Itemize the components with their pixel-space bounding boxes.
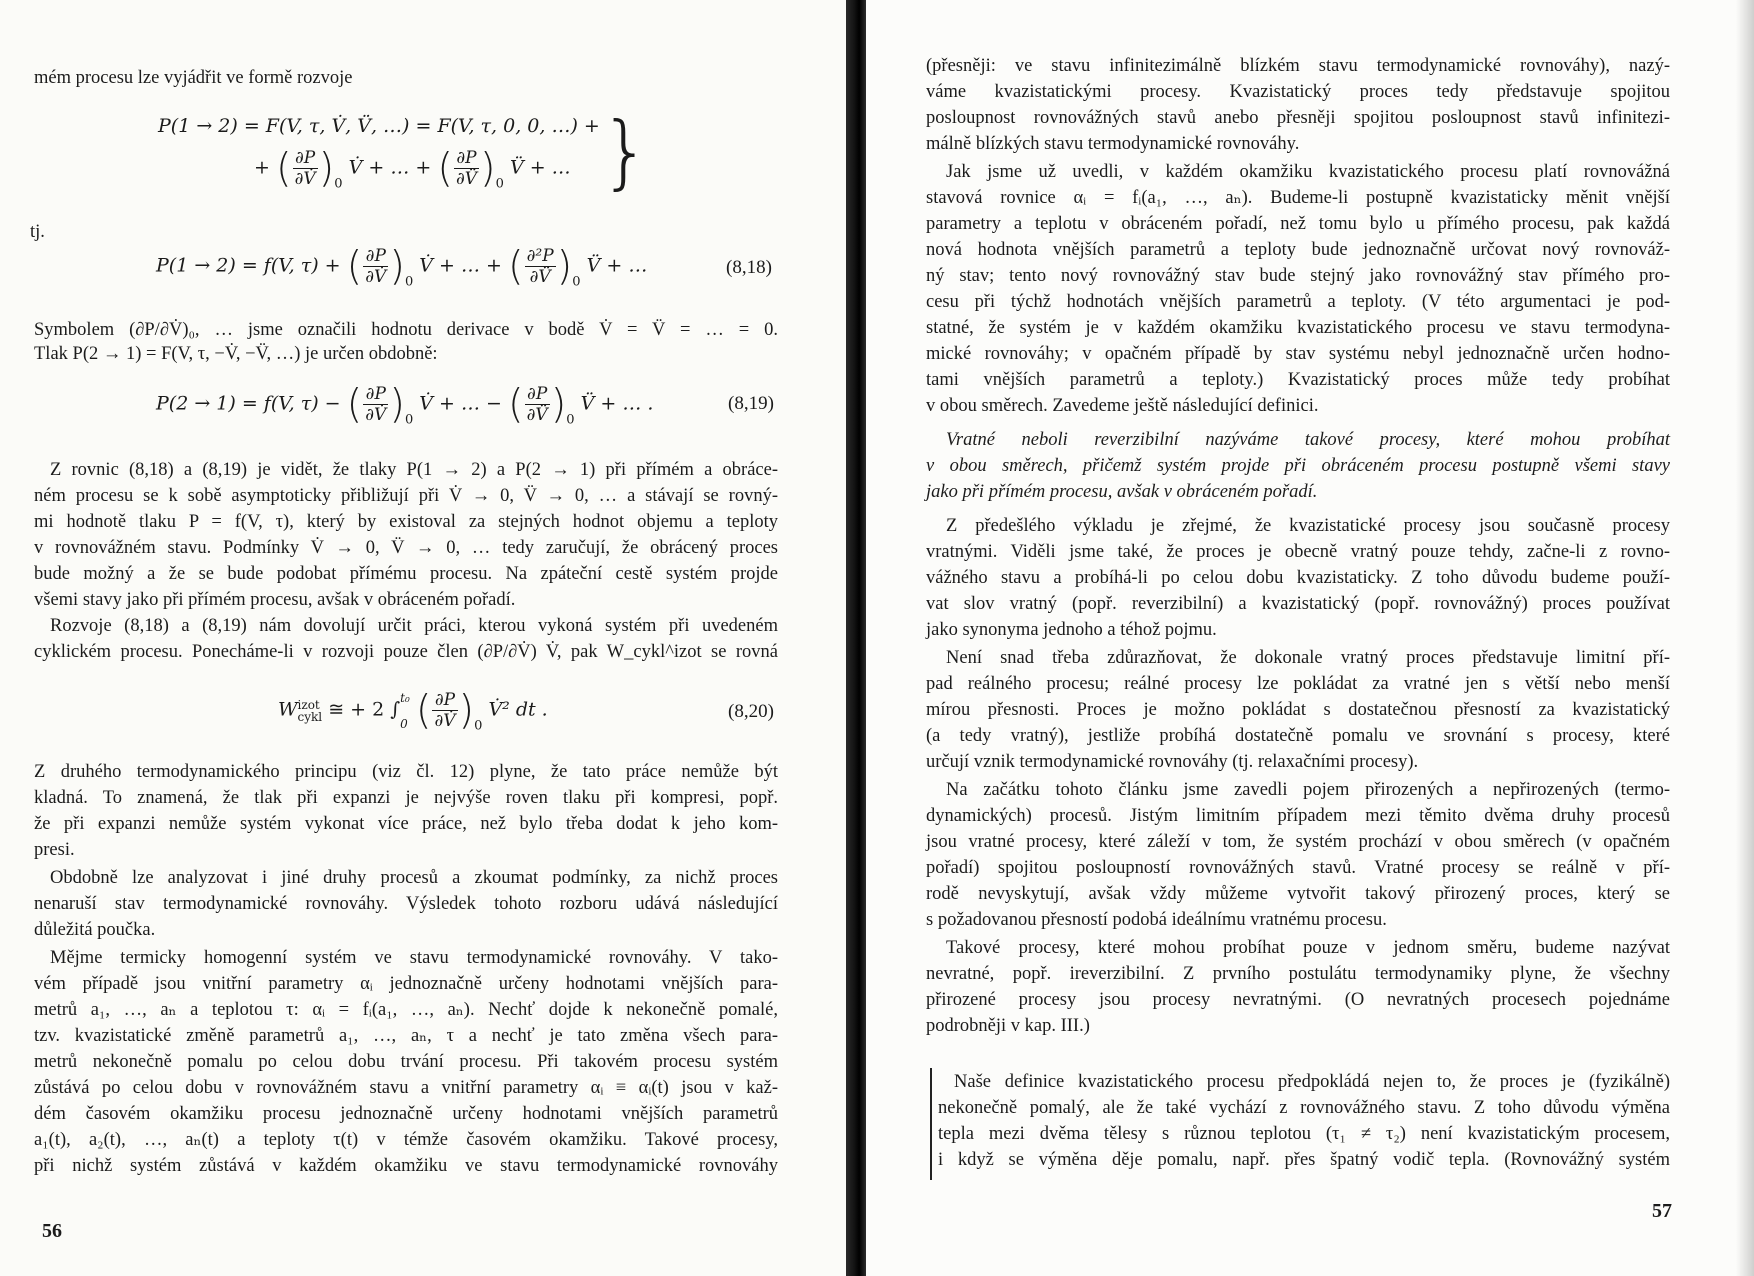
text-line: ném procesu se k sobě asymptoticky přibližují při V̇ → 0, V̈ → 0, … a stávají se rovný- bbox=[34, 486, 778, 506]
text-line: v obou směrech. Zavedeme ještě následující definici. bbox=[926, 396, 1319, 416]
text-line: že při expanzi nemůže systém vykonat více práce, než bylo třeba dodat k jeho kom- bbox=[34, 814, 778, 834]
text-line: jako synonyma jednoho a téhož pojmu. bbox=[926, 620, 1217, 640]
text-line: přirozené procesy jsou procesy nevratnými. (O nevratných procesech pojednáme bbox=[926, 990, 1670, 1010]
text-line: mi hodnotě tlaku P = f(V, τ), který by existoval za stejných hodnot objemu a teploty bbox=[34, 512, 778, 532]
text-line: tami vnějších parametrů a teploty.) Kvazistatický proces může tedy probíhat bbox=[926, 370, 1670, 390]
equation-8-19: P(2 → 1) = f(V, τ) − ( $\frac{\partial P}{\partial V̇}$ )$_0$ V̇ + … − ( $\frac{\partial P}{\partial V̈}$ )$_0$ V̈ + … . bbox=[156, 381, 654, 428]
text-line: nenaruší stav termodynamické rovnováhy. Výsledek tohoto rozboru udává následující bbox=[34, 894, 778, 914]
page-number: 57 bbox=[1652, 1200, 1672, 1222]
text-line: cyklickém procesu. Ponecháme-li v rozvoji pouze člen (∂P/∂V̇) V̇, pak W_cykl^izot se rovná bbox=[34, 642, 778, 662]
text-line: určují vznik termodynamické rovnováhy (tj. relaxačními procesy). bbox=[926, 752, 1419, 772]
text-line: cesu při týchž hodnotách vnějších parametrů a teploty. (V této argumentaci je pod- bbox=[926, 292, 1670, 312]
text-line: pad reálného procesu; reálné procesy lze pokládat za vratné jen s větší nebo menší bbox=[926, 674, 1670, 694]
equation-number: (8,19) bbox=[728, 393, 774, 414]
equation-8-20: W izot cykl ≅ + 2 ∫ t₀ 0 ( $\frac{\partial P}{\partial V̇}$ )$_0$ V̇² dt . bbox=[278, 687, 548, 734]
text-line: (přesněji: ve stavu infinitezimálně blízkém stavu termodynamické rovnováhy), nazý- bbox=[926, 56, 1670, 76]
definition-line: jako při přímém procesu, avšak v obráceném pořadí. bbox=[926, 482, 1318, 502]
text-line: rodě nevyskytují, avšak vždy můžeme vytvořit takový přirozený proces, který se bbox=[926, 884, 1670, 904]
text-line: zůstává po celou dobu v rovnovážném stavu a vnitřní parametry αᵢ ≡ αᵢ(t) jsou v kaž- bbox=[34, 1078, 778, 1098]
text-line: a₁(t), a₂(t), …, aₙ(t) a teploty τ(t) v témže časovém okamžiku. Takové procesy, bbox=[34, 1130, 778, 1150]
page-number: 56 bbox=[42, 1220, 62, 1242]
text-line: tzv. kvazistatické změně parametrů a₁, …, aₙ, τ a nechť je tato změna všech para- bbox=[34, 1026, 778, 1046]
text-line: posloupnost rovnovážných stavů anebo přesněji spojitou posloupnost stavů infinitezi- bbox=[926, 108, 1670, 128]
equation-expansion-line2: + ( $\frac{\partial P}{\partial V̇}$ )$_0$ V̇ + … + ( $\frac{\partial P}{\partial V̈}$ )$_0$ V̈ + … bbox=[254, 145, 571, 192]
definition-line: v obou směrech, přičemž systém projde při obráceném procesu postupně všemi stavy bbox=[926, 456, 1670, 476]
text-line: Takové procesy, které mohou probíhat pouze v jednom směru, budeme nazývat bbox=[946, 938, 1670, 958]
text-line: (a tedy vratný), jestliže probíhá dostatečně pomalu ve srovnání s procesy, které bbox=[926, 726, 1670, 746]
text-line: metrů nekonečně pomalu po celou dobu trvání procesu. Při takovém procesu systém bbox=[34, 1052, 778, 1072]
text-line: Tlak P(2 → 1) = F(V, τ, −V̇, −V̈, …) je určen obdobně: bbox=[34, 344, 438, 364]
text-line: kladná. To znamená, že tlak při expanzi je nejvýše roven tlaku při kompresi, popř. bbox=[34, 788, 778, 808]
text-line: Z druhého termodynamického principu (viz čl. 12) plyne, že tato práce nemůže být bbox=[34, 762, 778, 782]
note-line: tepla mezi dvěma tělesy s různou teplotou (τ₁ ≠ τ₂) není kvazistatickým procesem, bbox=[938, 1124, 1670, 1144]
equation-expansion-line1: P(1 → 2) = F(V, τ, V̇, V̈, …) = F(V, τ, 0, 0, …) + bbox=[158, 115, 600, 137]
text-line: metrů a₁, …, aₙ a teplotou τ: αᵢ = fᵢ(a₁, …, aₙ). Nechť dojde k nekonečně pomalé, bbox=[34, 1000, 778, 1020]
text-line: dynamických) procesů. Jistým limitním případem mezi těmito dvěma druhy procesů bbox=[926, 806, 1670, 826]
text-line: vážného stavu a probíhá-li po celou dobu kvazistaticky. Z toho důvodu budeme použí- bbox=[926, 568, 1670, 588]
text-line: Obdobně lze analyzovat i jiné druhy procesů a zkoumat podmínky, za nichž proces bbox=[50, 868, 778, 888]
text-line: statné, že systém je v každém okamžiku kvazistatického procesu ve stavu termodyna- bbox=[926, 318, 1670, 338]
text-line: dém časovém okamžiku procesu jednoznačně určeny hodnotami vnějších parametrů bbox=[34, 1104, 778, 1124]
text-line: stavová rovnice αᵢ = fᵢ(a₁, …, aₙ). Budeme-li postupně kvazistaticky měnit vnější bbox=[926, 188, 1670, 208]
text-line: důležitá poučka. bbox=[34, 920, 156, 940]
page-edge-shadow bbox=[1736, 0, 1754, 1276]
text-line: vratnými. Viděli jsme také, že proces je obecně vratný pouze tehdy, začne-li z rovno- bbox=[926, 542, 1670, 562]
text-line: Na začátku tohoto článku jsme zavedli pojem přirozených a nepřirozených (termo- bbox=[946, 780, 1670, 800]
text-line: Mějme termicky homogenní systém ve stavu termodynamické rovnováhy. V tako- bbox=[50, 948, 778, 968]
text-line: v rovnovážném stavu. Podmínky V̇ → 0, V̈ → 0, … tedy zaručují, že obrácený proces bbox=[34, 538, 778, 558]
equation-number: (8,20) bbox=[728, 701, 774, 722]
text-line: při nichž systém zůstává v každém okamžiku ve stavu termodynamické rovnováhy bbox=[34, 1156, 778, 1176]
text-line: Není snad třeba zdůrazňovat, že dokonale vratný proces představuje limitní pří- bbox=[946, 648, 1670, 668]
text-line: nevratné, popř. ireverzibilní. Z prvního postulátu termodynamiky plyne, že všechny bbox=[926, 964, 1670, 984]
note-line: nekonečně pomalý, ale že také vychází z rovnovážného stavu. Z toho důvodu výměna bbox=[938, 1098, 1670, 1118]
text-line: tj. bbox=[30, 222, 45, 242]
equation-number: (8,18) bbox=[726, 257, 772, 278]
text-line: mírou přesnosti. Proces je možno pokládat s dostatečnou přesností za kvazistatický bbox=[926, 700, 1670, 720]
text-line: s požadovanou přesností podobá ideálnímu vratnému procesu. bbox=[926, 910, 1387, 930]
text-line: vém případě jsou vnitřní parametry αᵢ jednoznačně určeny hodnotami vnějších para- bbox=[34, 974, 778, 994]
text-line: nová hodnota vnějších parametrů a teploty bude jednoznačně určovat nový rovnováž- bbox=[926, 240, 1670, 260]
text-line: Rozvoje (8,18) a (8,19) nám dovolují určit práci, kterou vykoná systém při uvedeném bbox=[50, 616, 778, 636]
text-line: všemi stavy jako při přímém procesu, avšak v obráceném pořadí. bbox=[34, 590, 516, 610]
note-line: Naše definice kvazistatického procesu předpokládá nejen to, že proces je (fyzikálně) bbox=[954, 1072, 1670, 1092]
note-line: i když se výměna děje pomalu, např. přes špatný vodič tepla. (Rovnovážný systém bbox=[938, 1150, 1670, 1170]
text-line: Jak jsme už uvedli, v každém okamžiku kvazistatického procesu platí rovnovážná bbox=[946, 162, 1670, 182]
text-line: mické rovnováhy; v opačném případě by stav systému nebyl jednoznačně určen hodno- bbox=[926, 344, 1670, 364]
text-line: mém procesu lze vyjádřit ve formě rozvoje bbox=[34, 68, 353, 88]
text-line: presi. bbox=[34, 840, 75, 860]
text-line: pořadí) spojitou posloupností rovnovážných stavů. Vratné procesy se reálně v pří- bbox=[926, 858, 1670, 878]
text-line: jsou vratné procesy, které záleží v tom, že systém prochází v obou směrech (v opačném bbox=[926, 832, 1670, 852]
text-line: váme kvazistatickými procesy. Kvazistatický proces tedy představuje spojitou bbox=[926, 82, 1670, 102]
text-line: podrobněji v kap. III.) bbox=[926, 1016, 1090, 1036]
text-line: Z předešlého výkladu je zřejmé, že kvazistatické procesy jsou současně procesy bbox=[946, 516, 1670, 536]
text-line: Z rovnic (8,18) a (8,19) je vidět, že tlaky P(1 → 2) a P(2 → 1) při přímém a obráce- bbox=[50, 460, 778, 480]
book-gutter bbox=[846, 0, 868, 1276]
text-line: parametry a teplotu v obráceném pořadí, než tomu bylo u přímého procesu, pak každá bbox=[926, 214, 1670, 234]
text-line: málně blízkých stavu termodynamické rovnováhy. bbox=[926, 134, 1300, 154]
equation-8-18: P(1 → 2) = f(V, τ) + ( $\frac{\partial P}{\partial V̇}$ )$_0$ V̇ + … + ( $\frac{\text{∂²P}}{\partial V̈}$ )$_0$ V̈ + … bbox=[156, 243, 648, 290]
text-line: ný stav; tento nový rovnovážný stav bude stejný jako rovnovážný stav přímého pro- bbox=[926, 266, 1670, 286]
margin-rule bbox=[930, 1068, 932, 1180]
text-line: bude možný a že se bude podobat přímému procesu. Na zpáteční cestě systém projde bbox=[34, 564, 778, 584]
left-page bbox=[0, 0, 848, 1276]
definition-line: Vratné neboli reverzibilní nazýváme takové procesy, které mohou probíhat bbox=[946, 430, 1670, 450]
equation-brace: } bbox=[600, 105, 651, 198]
right-page bbox=[866, 0, 1754, 1276]
text-line: Symbolem (∂P/∂V̇)₀, … jsme označili hodnotu derivace v bodě V̇ = V̈ = … = 0. bbox=[34, 320, 778, 340]
text-line: vat slov vratný (popř. reverzibilní) a kvazistatický (popř. rovnovážný) proces používat bbox=[926, 594, 1670, 614]
